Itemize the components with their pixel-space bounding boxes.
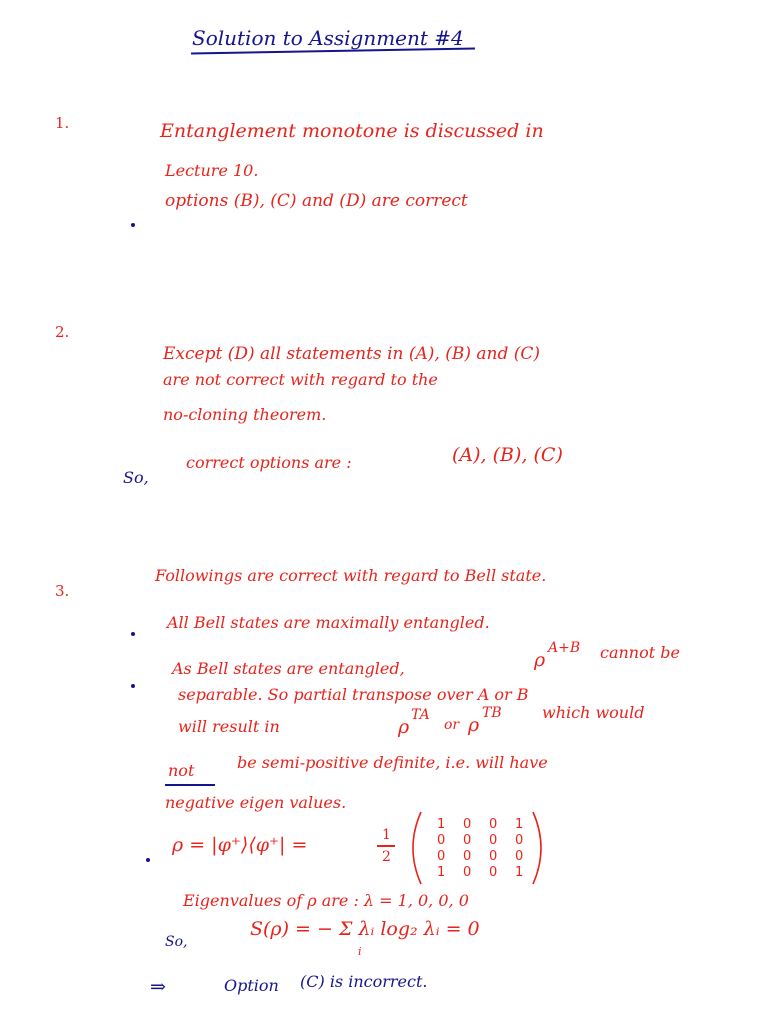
- bullet-dot: [131, 223, 135, 227]
- matrix-cell: 0: [489, 833, 498, 848]
- bullet-dot: [131, 632, 135, 636]
- matrix-cell: 1: [515, 817, 524, 832]
- q3-which-would: which would: [542, 703, 645, 722]
- bullet-dot: [146, 858, 150, 862]
- bullet-dot: [131, 684, 135, 688]
- q3-bullet-2a: As Bell states are entangled,: [172, 659, 405, 678]
- sum-index: i: [358, 945, 362, 958]
- rho-ab: ρ: [534, 649, 546, 671]
- eigenvalues-line: Eigenvalues of ρ are : λ = 1, 0, 0, 0: [183, 891, 469, 910]
- rho-ab-sup: A+B: [548, 640, 581, 656]
- fraction-bar: [377, 845, 395, 847]
- question-3-number: 3.: [55, 582, 70, 600]
- matrix-cell: 0: [463, 849, 472, 864]
- matrix-cell: 0: [437, 849, 446, 864]
- matrix-cell: 0: [463, 865, 472, 880]
- rho-tb: ρ: [468, 714, 480, 736]
- matrix-cell: 0: [463, 817, 472, 832]
- q2-so: So,: [123, 468, 149, 487]
- not-underline: [165, 784, 215, 786]
- q3-bullet-1: All Bell states are maximally entangled.: [167, 613, 490, 632]
- q2-line-3: no-cloning theorem.: [163, 405, 327, 424]
- matrix-cell: 0: [489, 865, 498, 880]
- matrix-cell: 1: [437, 865, 446, 880]
- q1-line-1: Entanglement monotone is discussed in: [160, 120, 544, 142]
- matrix-cell: 0: [515, 849, 524, 864]
- implies-arrow: ⇒: [150, 976, 166, 998]
- q1-line-2: Lecture 10.: [165, 161, 259, 180]
- question-1-number: 1.: [55, 114, 70, 132]
- or-word: or: [444, 717, 460, 733]
- q3-line-will: will result in: [178, 717, 280, 736]
- option-word: Option: [224, 976, 279, 995]
- q3-line-1: Followings are correct with regard to Bell state.: [155, 566, 547, 585]
- question-2-number: 2.: [55, 323, 70, 341]
- density-matrix-lhs: ρ = |φ⁺⟩⟨φ⁺| =: [172, 834, 308, 856]
- not-word: not: [168, 761, 195, 780]
- fraction-denominator: 2: [382, 849, 391, 865]
- matrix-cell: 0: [437, 833, 446, 848]
- page-title: Solution to Assignment #4: [192, 26, 464, 50]
- matrix-cell: 0: [463, 833, 472, 848]
- matrix-cell: 0: [489, 849, 498, 864]
- q2-options-label: correct options are :: [186, 453, 352, 472]
- so-label: So,: [165, 934, 188, 950]
- rho-ta: ρ: [398, 716, 410, 738]
- matrix-cell: 0: [489, 817, 498, 832]
- q2-options-value: (A), (B), (C): [452, 444, 563, 466]
- rho-tb-sup: TB: [482, 705, 502, 721]
- entropy-expression: S(ρ) = − Σ λᵢ log₂ λᵢ = 0: [250, 918, 480, 940]
- conclusion-text: (C) is incorrect.: [300, 972, 428, 991]
- density-matrix: [405, 808, 555, 888]
- q2-line-2: are not correct with regard to the: [163, 370, 438, 389]
- matrix-cell: 1: [437, 817, 446, 832]
- q3-line-separable: separable. So partial transpose over A or B: [178, 685, 529, 704]
- q3-line-semi: be semi-positive definite, i.e. will have: [237, 753, 548, 772]
- rho-ta-sup: TA: [411, 707, 430, 723]
- q3-bullet-2b: cannot be: [600, 643, 680, 662]
- fraction-numerator: 1: [382, 827, 391, 843]
- q1-bullet: options (B), (C) and (D) are correct: [165, 191, 468, 211]
- q3-line-negative: negative eigen values.: [165, 793, 347, 812]
- matrix-cell: 0: [515, 833, 524, 848]
- matrix-cell: 1: [515, 865, 524, 880]
- q2-line-1: Except (D) all statements in (A), (B) and (C): [163, 344, 541, 364]
